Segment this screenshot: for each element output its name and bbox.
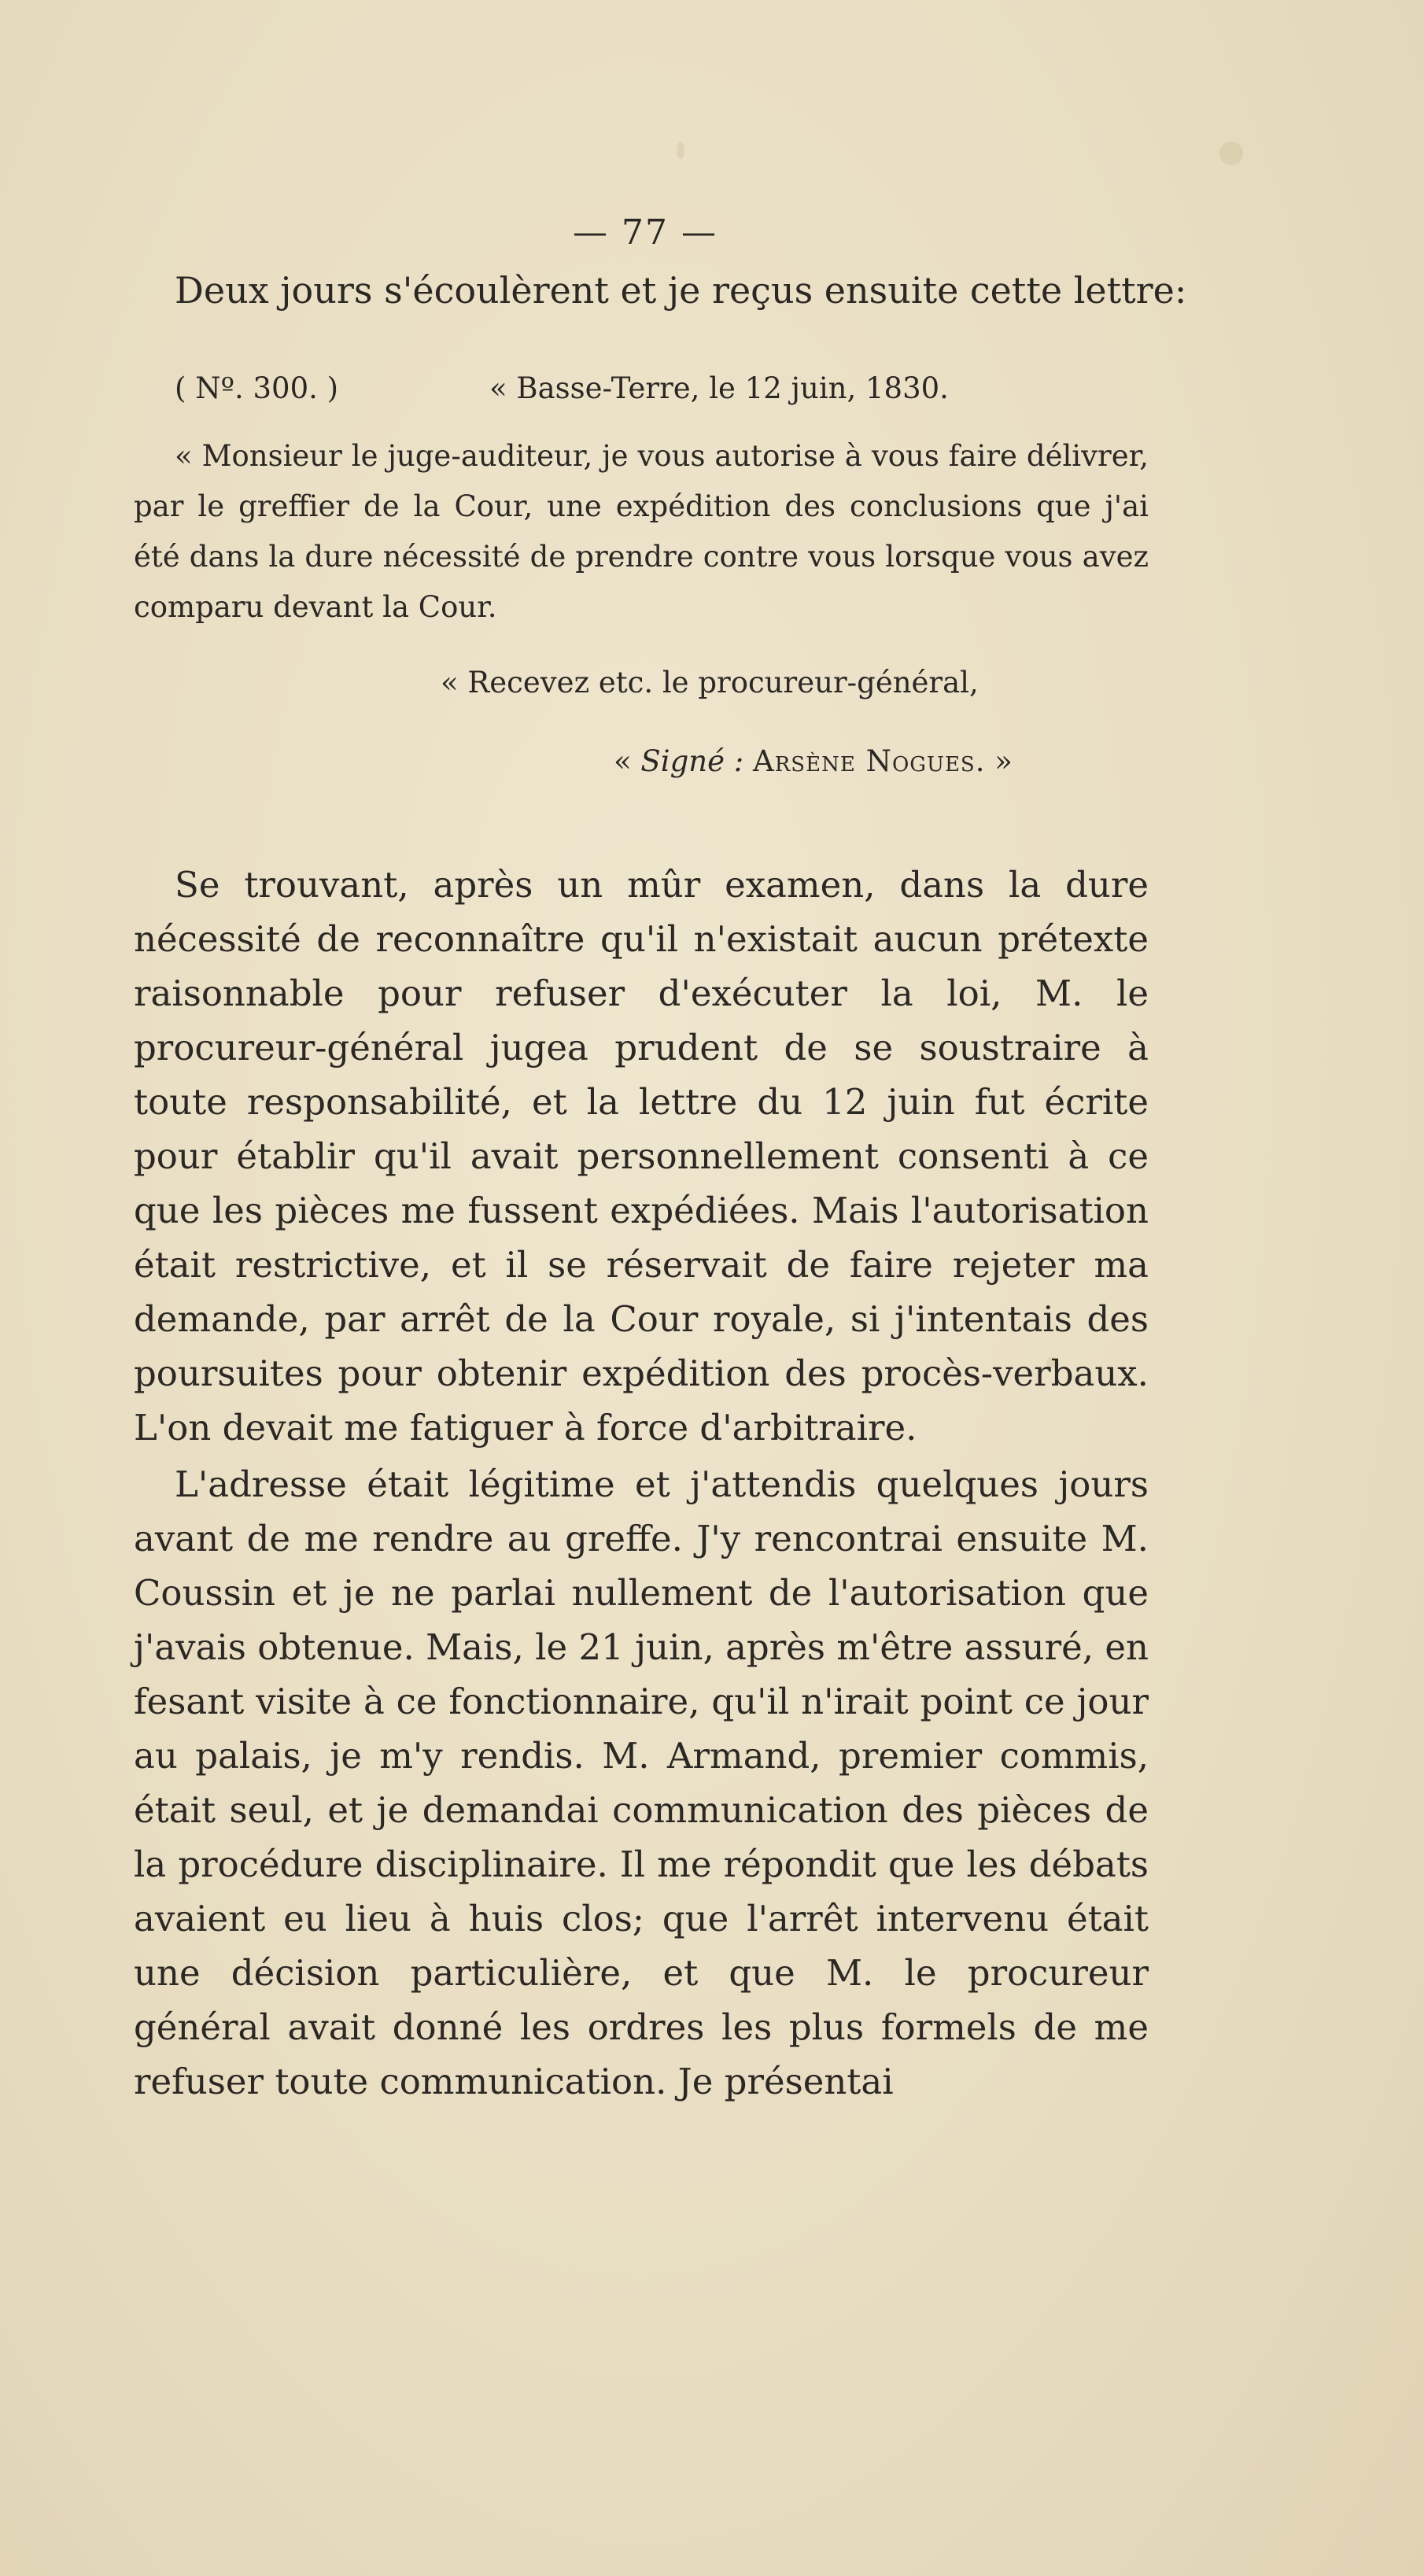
intro-line: Deux jours s'écoulèrent et je reçus ensuite cette lettre: <box>175 269 1187 312</box>
body-paragraph: L'adresse était légitime et j'attendis quelques jours avant de me rendre au greffe. J'y rencontrai ensuite M. Coussin et je ne parlai nullement de l'autorisation que j'avais obtenue. Mais, le 21 juin, après m'être assuré, en fesant visite à ce fonctionnaire, qu'il n'irait point ce jour au palais, je m'y rendis. M. Armand, premier commis, était seul, et je demandai communication des pièces de la procédure disciplinaire. Il me répondit que les débats avaient eu lieu à huis clos; que l'arrêt intervenu était une décision particulière, et que M. le procureur général avait donné les ordres les plus formels de me refuser toute communication. Je présentai <box>134 1463 1149 2102</box>
signature-open-quote: « <box>614 744 641 778</box>
letter-signature <box>614 744 1013 778</box>
letter-number: ( Nº. 300. ) <box>175 371 339 405</box>
letter-body: « Monsieur le juge-auditeur, je vous autorise à vous faire délivrer, par le greffier de la Cour, une expédition des conclusions que j'ai été dans la dure nécessité de prendre contre vous lorsque vous avez comparu devant la Cour. <box>134 439 1149 624</box>
letter-place-date: « Basse-Terre, le 12 juin, 1830. <box>489 371 949 405</box>
paper-stain <box>1219 142 1243 165</box>
signature-name: Arsène Nogues. <box>753 744 986 778</box>
letter-closing: « Recevez etc. le procureur-général, <box>441 666 979 699</box>
body-paragraph: Se trouvant, après un mûr examen, dans la dure nécessité de reconnaître qu'il n'existait aucun prétexte raisonnable pour refuser d'exécuter la loi, M. le procureur-général jugea prudent de se soustraire à toute responsabilité, et la lettre du 12 juin fut écrite pour établir qu'il avait personnellement consenti à ce que les pièces me fussent expédiées. Mais l'autorisation était restrictive, et il se réservait de faire rejeter ma demande, par arrêt de la Cour royale, si j'intentais des poursuites pour obtenir expédition des procès-verbaux. L'on devait me fatiguer à force d'arbitraire. <box>134 864 1149 1449</box>
signature-label: Signé : <box>640 744 744 778</box>
signature-close-quote: » <box>985 744 1013 778</box>
paper-stain <box>677 142 684 159</box>
page-number: — 77 — <box>573 212 718 253</box>
